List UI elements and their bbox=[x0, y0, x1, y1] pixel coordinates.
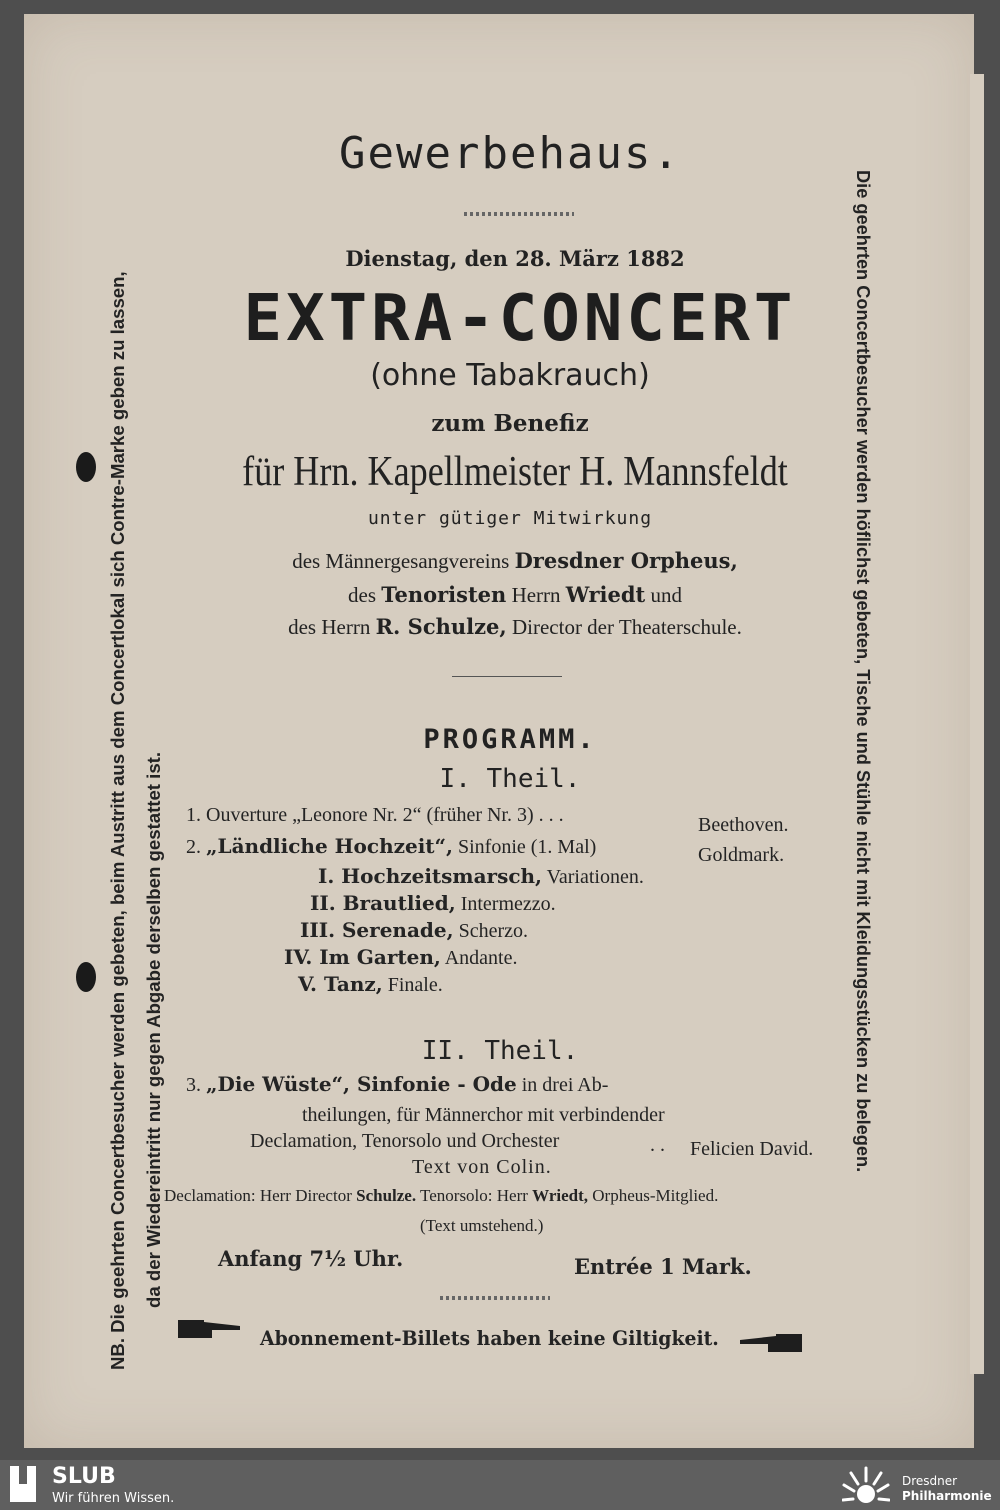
punch-hole bbox=[76, 452, 96, 482]
performer-line-1 bbox=[180, 548, 850, 574]
movement bbox=[318, 864, 644, 889]
movement bbox=[284, 945, 517, 970]
item-text: Sinfonie (1. Mal) bbox=[453, 836, 597, 858]
text-note: (Text umstehend.) bbox=[420, 1216, 544, 1235]
tenorsolo-rest: Orpheus-Mitglied. bbox=[588, 1186, 719, 1205]
entry-price: Entrée 1 Mark. bbox=[574, 1254, 752, 1279]
declamation-label: Declamation: Herr Director bbox=[164, 1186, 357, 1205]
pointing-hand-left-icon bbox=[736, 1330, 802, 1358]
item-3-composer: Felicien David. bbox=[690, 1138, 814, 1160]
benefit-label: zum Benefiz bbox=[431, 410, 589, 437]
section-divider bbox=[452, 676, 562, 677]
left-note-line-1: NB. Die geehrten Concertbesucher werden gebeten, beim Austritt aus dem Concertlokal sich Contre-Marke geben zu lassen, bbox=[107, 271, 128, 1370]
movement bbox=[310, 891, 556, 916]
venue-title: Gewerbehaus. bbox=[339, 128, 681, 179]
item-3-dots: . . bbox=[650, 1134, 665, 1156]
abonnement-note: Abonnement-Billets haben keine Giltigkeit. bbox=[260, 1326, 719, 1350]
tenorsolo-name: Wriedt, bbox=[532, 1186, 589, 1205]
program-item-3 bbox=[186, 1072, 608, 1097]
slub-logo-icon bbox=[10, 1466, 36, 1502]
pointing-hand-right-icon bbox=[178, 1316, 244, 1344]
ornament-divider bbox=[464, 212, 574, 216]
movement-name: II. Brautlied, bbox=[310, 891, 456, 915]
concert-date: Dienstag, den 28. März 1882 bbox=[345, 246, 685, 271]
slub-tagline: Wir führen Wissen. bbox=[52, 1491, 175, 1506]
start-time: Anfang 7½ Uhr. bbox=[218, 1246, 404, 1271]
item-3-text-by: Text von Colin. bbox=[412, 1156, 552, 1178]
item-title: „Die Wüste“, Sinfonie - Ode bbox=[206, 1072, 517, 1096]
movement-name: III. Serenade, bbox=[300, 918, 454, 942]
philharmonie-name-1: Dresdner bbox=[902, 1474, 958, 1488]
philharmonie-logo-icon bbox=[842, 1464, 890, 1508]
performer-text: und bbox=[645, 583, 682, 607]
performers-note bbox=[164, 1186, 718, 1206]
movement bbox=[300, 918, 528, 943]
paper-edge bbox=[970, 74, 984, 1374]
beneficiary: für Hrn. Kapellmeister H. Mannsfeldt bbox=[242, 449, 788, 495]
concert-subtitle: (ohne Tabakrauch) bbox=[370, 358, 650, 393]
performer-line-2 bbox=[180, 582, 850, 608]
cooperation-note: unter gütiger Mitwirkung bbox=[367, 508, 653, 529]
item-number: 3. bbox=[186, 1074, 201, 1096]
performer-text: des Männergesangvereins bbox=[292, 549, 515, 573]
movement-desc: Scherzo. bbox=[453, 920, 529, 942]
punch-hole bbox=[76, 962, 96, 992]
ornament-divider bbox=[440, 1296, 550, 1300]
movement-name: V. Tanz, bbox=[298, 972, 383, 996]
movement-desc: Finale. bbox=[382, 974, 443, 996]
slub-name: SLUB bbox=[52, 1464, 116, 1489]
movement bbox=[298, 972, 443, 997]
item-3-line-3: Declamation, Tenorsolo und Orchester bbox=[250, 1130, 560, 1152]
performer-text: Herrn bbox=[506, 583, 566, 607]
movement-name: I. Hochzeitsmarsch, bbox=[318, 864, 543, 888]
movement-desc: Variationen. bbox=[542, 866, 644, 888]
performer-schulze: R. Schulze, bbox=[375, 614, 507, 639]
item-text: Ouverture „Leonore Nr. 2“ (früher Nr. 3) . . . bbox=[206, 804, 564, 826]
item-title: „Ländliche Hochzeit“, bbox=[206, 834, 453, 858]
item-text: in drei Ab- bbox=[516, 1074, 609, 1096]
movement-name: IV. Im Garten, bbox=[284, 945, 441, 969]
philharmonie-name-2: Philharmonie bbox=[902, 1489, 992, 1503]
movement-desc: Intermezzo. bbox=[455, 893, 556, 915]
tenorsolo-label: Tenorsolo: Herr bbox=[416, 1186, 533, 1205]
part-2-heading: II. Theil. bbox=[421, 1036, 579, 1066]
programm-heading: PROGRAMM. bbox=[423, 724, 597, 755]
item-1-composer: Beethoven. bbox=[698, 814, 789, 836]
left-side-note bbox=[100, 271, 172, 1370]
left-note-line-2: da der Wiedereintritt nur gegen Abgabe derselben gestattet ist. bbox=[143, 751, 164, 1308]
declamation-name: Schulze. bbox=[356, 1186, 417, 1205]
performer-tenor: Tenoristen bbox=[381, 582, 507, 607]
performer-line-3 bbox=[180, 614, 850, 640]
right-side-note: Die geehrten Concertbesucher werden höflichst gebeten, Tische und Stühle nicht mit Kleidungsstücken zu belegen. bbox=[853, 170, 873, 1173]
item-number: 2. bbox=[186, 836, 201, 858]
item-number: 1. bbox=[186, 804, 201, 826]
item-3-line-2: theilungen, für Männerchor mit verbindender bbox=[302, 1104, 665, 1126]
performer-wriedt: Wriedt bbox=[565, 582, 646, 607]
item-2-composer: Goldmark. bbox=[698, 844, 785, 866]
program-item-1 bbox=[186, 804, 564, 827]
concert-title: EXTRA-CONCERT bbox=[243, 282, 797, 356]
performer-text: des Herrn bbox=[288, 615, 376, 639]
movement-desc: Andante. bbox=[440, 947, 518, 969]
part-1-heading: I. Theil. bbox=[439, 764, 581, 794]
performer-orpheus: Dresdner Orpheus, bbox=[514, 548, 738, 573]
performer-text: Director der Theaterschule. bbox=[506, 615, 742, 639]
program-item-2 bbox=[186, 834, 596, 859]
performer-text: des bbox=[348, 583, 382, 607]
